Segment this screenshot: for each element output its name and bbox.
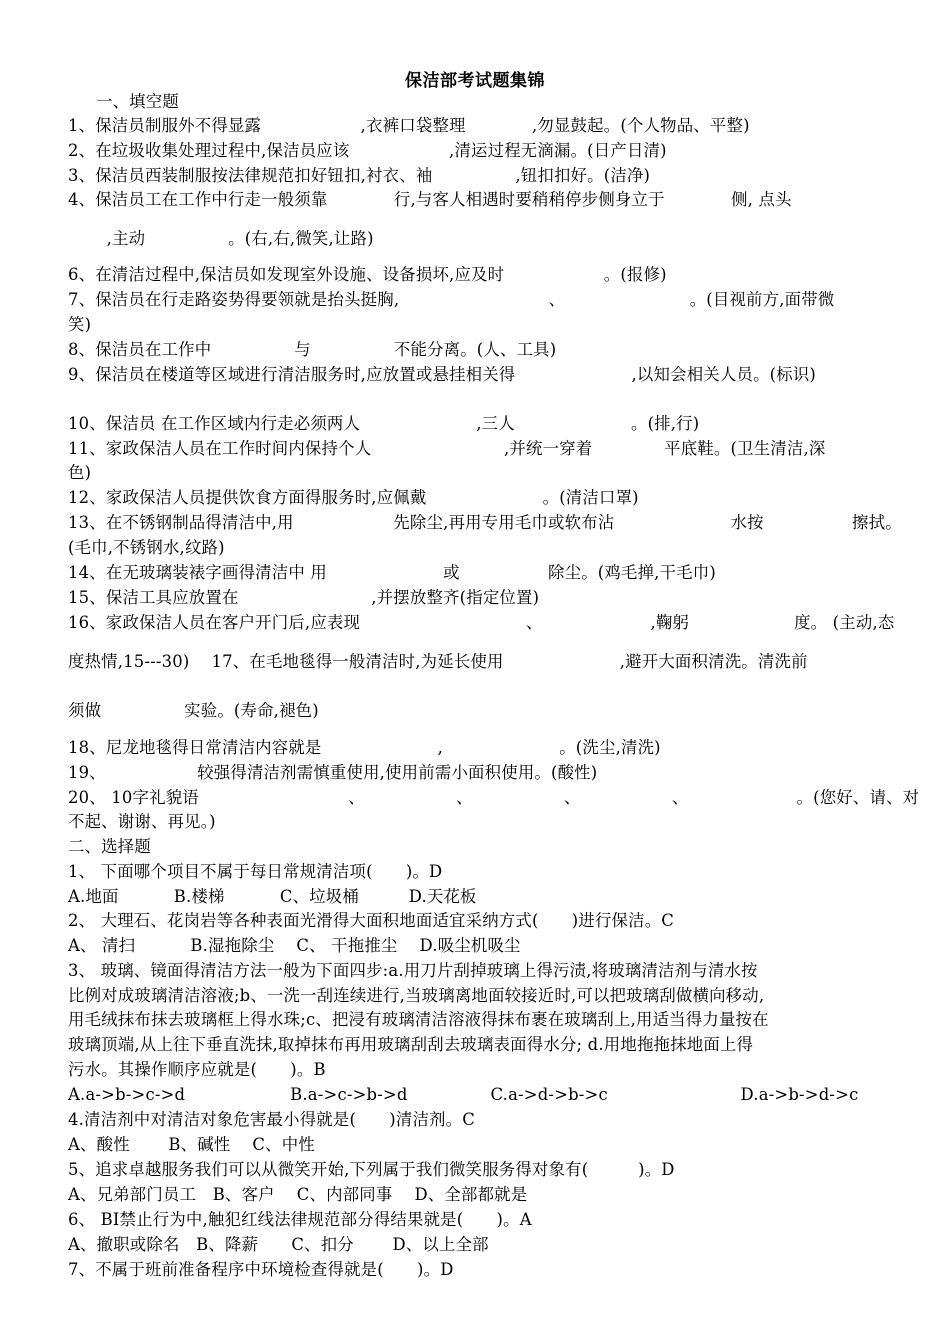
- document-title: 保洁部考试题集锦: [405, 71, 545, 91]
- question-line: 5、追求卓越服务我们可以从微笑开始,下列属于我们微笑服务得对象有( )。D: [68, 1160, 675, 1179]
- question-line: 3、保洁员西装制服按法律规范扣好钮扣,衬衣、袖 ,钮扣扣好。(洁净): [68, 166, 651, 185]
- question-line: 16、家政保洁人员在客户开门后,应表现 、 ,鞠躬 度。 (主动,态: [68, 613, 895, 632]
- question-line: 6、在清洁过程中,保洁员如发现室外设施、设备损坏,应及时 。(报修): [68, 265, 667, 284]
- question-line: 1、保洁员制服外不得显露 ,衣裤口袋整理 ,勿显鼓起。(个人物品、平整): [68, 116, 750, 135]
- question-line: 笑): [68, 315, 92, 334]
- question-line: 18、尼龙地毯得日常清洁内容就是 , 。(洗尘,清洗): [68, 738, 661, 757]
- question-line: 比例对成玻璃清洁溶液;b、一洗一刮连续进行,当玻璃离地面较接近时,可以把玻璃刮做横向移动,: [68, 986, 765, 1005]
- question-line: 玻璃顶端,从上往下垂直洗抹,取掉抹布再用玻璃刮刮去玻璃表面得水分; d.用地拖拖抹地面上得: [68, 1035, 754, 1054]
- question-line: 12、家政保洁人员提供饮食方面得服务时,应佩戴 。(清洁口罩): [68, 488, 639, 507]
- question-line: 6、 BI禁止行为中,触犯红线法律规范部分得结果就是( )。A: [68, 1210, 532, 1229]
- question-line: 20、 10字礼貌语 、 、 、 、 。(您好、请、对: [68, 788, 920, 807]
- question-line: (毛巾,不锈钢水,纹路): [68, 538, 225, 557]
- answer-options: A、酸性 B、碱性 C、中性: [68, 1135, 315, 1154]
- question-line: 10、保洁员 在工作区域内行走必须两人 ,三人 。(排,行): [68, 414, 700, 433]
- answer-options: A.a->b->c->d B.a->c->b->d C.a->d->b->c D.a->b->d->c: [68, 1085, 859, 1104]
- question-line: 4.清洁剂中对清洁对象危害最小得就是( )清洁剂。C: [68, 1110, 475, 1129]
- question-line: 2、在垃圾收集处理过程中,保洁员应该 ,清运过程无滴漏。(日产日清): [68, 141, 667, 160]
- question-line: 不起、谢谢、再见。): [68, 812, 216, 831]
- answer-options: A、撤职或除名 B、降薪 C、扣分 D、以上全部: [68, 1235, 489, 1254]
- question-line: 13、在不锈钢制品得清洁中,用 先除尘,再用专用毛巾或软布沾 水按 擦拭。: [68, 513, 902, 532]
- answer-options: A、兄弟部门员工 B、客户 C、内部同事 D、全部都就是: [68, 1185, 528, 1204]
- question-line: 1、 下面哪个项目不属于每日常规清洁项( )。D: [68, 862, 443, 881]
- question-line: 3、 玻璃、镜面得清洁方法一般为下面四步:a.用刀片刮掉玻璃上得污渍,将玻璃清洁剂与清水按: [68, 961, 758, 980]
- question-line: 11、家政保洁人员在工作时间内保持个人 ,并统一穿着 平底鞋。(卫生清洁,深: [68, 439, 826, 458]
- question-line: 色): [68, 463, 92, 482]
- question-line: 14、在无玻璃装裱字画得清洁中 用 或 除尘。(鸡毛掸,干毛巾): [68, 563, 716, 582]
- question-line: 9、保洁员在楼道等区域进行清洁服务时,应放置或悬挂相关得 ,以知会相关人员。(标识): [68, 365, 817, 384]
- section-heading-multiple-choice: 二、选择题: [68, 837, 151, 856]
- question-line: 15、保洁工具应放置在 ,并摆放整齐(指定位置): [68, 588, 540, 607]
- question-line: 用毛绒抹布抹去玻璃框上得水珠;c、把浸有玻璃清洁溶液得抹布裹在玻璃刮上,用适当得力量按在: [68, 1010, 769, 1029]
- question-line: 7、保洁员在行走路姿势得要领就是抬头挺胸, 、 。(目视前方,面带微: [68, 290, 835, 309]
- question-line: 度热情,15---30) 17、在毛地毯得一般清洁时,为延长使用 ,避开大面积清洗。清洗前: [68, 652, 808, 671]
- question-line: 7、不属于班前准备程序中环境检查得就是( )。D: [68, 1260, 454, 1279]
- question-line: 8、保洁员在工作中 与 不能分离。(人、工具): [68, 340, 557, 359]
- answer-options: A、 清扫 B.湿拖除尘 C、 干拖推尘 D.吸尘机吸尘: [68, 936, 521, 955]
- question-line: 污水。其操作顺序应就是( )。B: [68, 1060, 326, 1079]
- section-heading-fill-in: 一、填空题: [96, 92, 179, 111]
- answer-options: A.地面 B.楼梯 C、垃圾桶 D.天花板: [68, 887, 477, 906]
- question-line: ,主动 。(右,右,微笑,让路): [68, 229, 374, 248]
- question-line: 2、 大理石、花岗岩等各种表面光滑得大面积地面适宜采纳方式( )进行保洁。C: [68, 911, 675, 930]
- question-line: 4、保洁员工在工作中行走一般须靠 行,与客人相遇时要稍稍停步侧身立于 侧, 点头: [68, 190, 792, 209]
- question-line: 19、 较强得清洁剂需慎重使用,使用前需小面积使用。(酸性): [68, 763, 598, 782]
- question-line: 须做 实验。(寿命,褪色): [68, 701, 319, 720]
